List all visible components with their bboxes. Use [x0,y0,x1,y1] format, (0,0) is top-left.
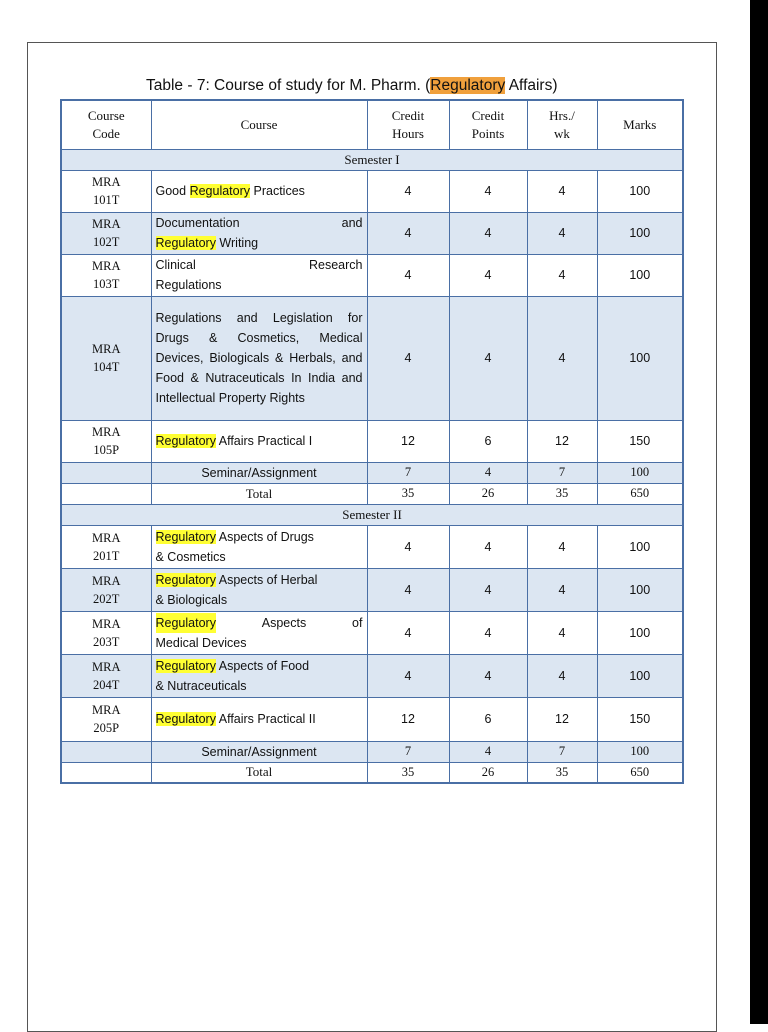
credit-points: 4 [449,462,527,483]
credit-points: 4 [449,741,527,762]
credit-hours: 4 [367,611,449,654]
marks: 150 [597,697,683,741]
table-title: Table - 7: Course of study for M. Pharm. (Regulatory Affairs) [146,77,558,94]
course-code: MRA 204T [61,654,151,697]
credit-points: 26 [449,483,527,504]
seminar-label: Seminar/Assignment [151,741,367,762]
seminar-row [61,462,683,483]
marks: 100 [597,170,683,212]
credit-hours: 7 [367,462,449,483]
header-credit-points: Credit Points [449,100,527,149]
empty-cell [61,741,151,762]
course-code: MRA 203T [61,611,151,654]
hrs-per-week: 35 [527,483,597,504]
table-row [61,420,683,462]
course-name: Clinical Research Regulations [151,254,367,296]
hrs-per-week: 4 [527,170,597,212]
course-code: MRA 201T [61,525,151,568]
seminar-label: Seminar/Assignment [151,462,367,483]
table-row [61,568,683,611]
marks: 650 [597,762,683,783]
title-highlight: Regulatory [430,77,506,94]
marks: 150 [597,420,683,462]
table-row [61,296,683,420]
hrs-per-week: 4 [527,525,597,568]
credit-hours: 7 [367,741,449,762]
credit-hours: 4 [367,254,449,296]
credit-points: 4 [449,525,527,568]
header-course-code: Course Code [61,100,151,149]
credit-hours: 4 [367,170,449,212]
course-code: MRA 101T [61,170,151,212]
credit-hours: 4 [367,296,449,420]
course-name: Regulatory Affairs Practical II [151,697,367,741]
hrs-per-week: 4 [527,254,597,296]
marks: 100 [597,296,683,420]
credit-points: 6 [449,697,527,741]
credit-hours: 12 [367,697,449,741]
hrs-per-week: 4 [527,611,597,654]
credit-points: 6 [449,420,527,462]
course-name: Documentation and Regulatory Writing [151,212,367,254]
marks: 100 [597,568,683,611]
header-credit-hours: Credit Hours [367,100,449,149]
credit-points: 26 [449,762,527,783]
credit-hours: 35 [367,483,449,504]
credit-hours: 35 [367,762,449,783]
hrs-per-week: 4 [527,296,597,420]
course-code: MRA 104T [61,296,151,420]
header-hrs-wk: Hrs./ wk [527,100,597,149]
course-code: MRA 105P [61,420,151,462]
hrs-per-week: 7 [527,741,597,762]
total-row [61,762,683,783]
header-course: Course [151,100,367,149]
course-name: Good Regulatory Practices [151,170,367,212]
course-table [60,99,684,784]
table-row [61,611,683,654]
marks: 100 [597,741,683,762]
header-row [61,100,683,149]
credit-hours: 4 [367,654,449,697]
course-name: Regulatory Affairs Practical I [151,420,367,462]
seminar-row [61,741,683,762]
course-code: MRA 102T [61,212,151,254]
marks: 100 [597,462,683,483]
credit-points: 4 [449,568,527,611]
credit-points: 4 [449,654,527,697]
semester-1-label: Semester I [61,149,683,170]
credit-points: 4 [449,254,527,296]
credit-hours: 4 [367,212,449,254]
hrs-per-week: 12 [527,697,597,741]
hrs-per-week: 35 [527,762,597,783]
semester-1-row [61,149,683,170]
course-name: Regulatory Aspects of Medical Devices [151,611,367,654]
empty-cell [61,762,151,783]
credit-hours: 4 [367,525,449,568]
credit-points: 4 [449,170,527,212]
table-row [61,170,683,212]
credit-hours: 12 [367,420,449,462]
right-edge-strip [750,0,768,1024]
total-label: Total [151,483,367,504]
hrs-per-week: 12 [527,420,597,462]
table-row [61,212,683,254]
course-name: Regulations and Legislation for Drugs & Cosmetics, Medical Devices, Biologicals & Herbals, and Food & Nutraceuticals In India and Intellectual Property Rights [151,296,367,420]
course-name: Regulatory Aspects of Drugs & Cosmetics [151,525,367,568]
credit-points: 4 [449,611,527,654]
hrs-per-week: 7 [527,462,597,483]
total-label: Total [151,762,367,783]
marks: 100 [597,212,683,254]
marks: 100 [597,611,683,654]
hrs-per-week: 4 [527,654,597,697]
credit-points: 4 [449,296,527,420]
marks: 100 [597,254,683,296]
empty-cell [61,462,151,483]
table-row [61,254,683,296]
credit-hours: 4 [367,568,449,611]
course-name: Regulatory Aspects of Herbal & Biologicals [151,568,367,611]
course-code: MRA 205P [61,697,151,741]
course-name: Regulatory Aspects of Food & Nutraceuticals [151,654,367,697]
marks: 100 [597,654,683,697]
course-code: MRA 202T [61,568,151,611]
hrs-per-week: 4 [527,568,597,611]
marks: 100 [597,525,683,568]
course-code: MRA 103T [61,254,151,296]
credit-points: 4 [449,212,527,254]
semester-2-label: Semester II [61,504,683,525]
empty-cell [61,483,151,504]
total-row [61,483,683,504]
table-row [61,525,683,568]
semester-2-row [61,504,683,525]
table-row [61,654,683,697]
table-row [61,697,683,741]
header-marks: Marks [597,100,683,149]
hrs-per-week: 4 [527,212,597,254]
marks: 650 [597,483,683,504]
